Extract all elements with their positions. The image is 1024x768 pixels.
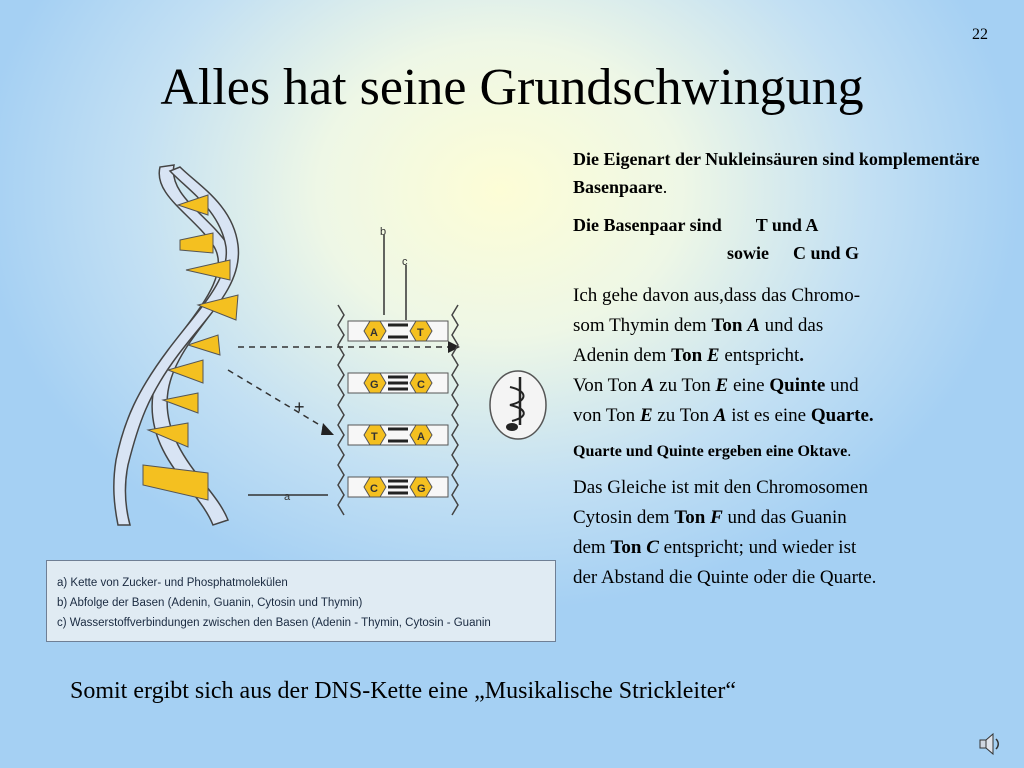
explanation-text bbox=[573, 145, 1003, 593]
p3-ton1: Ton bbox=[711, 315, 743, 336]
base-left-3: T bbox=[371, 431, 378, 443]
base-pair-3 bbox=[348, 425, 448, 445]
legend-line-a: a) Kette von Zucker- und Phosphatmolekülen bbox=[57, 577, 288, 589]
p3-t1: Ich gehe davon aus,dass das Chromo- bbox=[573, 285, 861, 306]
paragraph-base-pairs bbox=[573, 211, 1003, 267]
dna-figure bbox=[108, 155, 568, 535]
p3-t4: Adenin dem bbox=[573, 345, 672, 366]
slide-title: Alles hat seine Grundschwingung bbox=[160, 59, 864, 116]
plus-sign: + bbox=[294, 397, 305, 417]
p3-t6: Von Ton bbox=[573, 375, 642, 396]
p3-note-a3: A bbox=[713, 405, 727, 426]
p3-t3: und das bbox=[759, 315, 824, 336]
p3-ton2: Ton bbox=[671, 345, 703, 366]
conclusion-line: Somit ergibt sich aus der DNS-Kette eine „Musikalische Strickleiter“ bbox=[70, 678, 737, 704]
p3-t11: zu Ton bbox=[652, 405, 714, 426]
base-left-2: G bbox=[370, 379, 379, 391]
legend-line-c: c) Wasserstoffverbindungen zwischen den Basen (Adenin - Thymin, Cytosin - Guanin bbox=[57, 617, 491, 629]
p3-note-e3: E bbox=[639, 405, 653, 426]
figure-legend bbox=[46, 560, 556, 642]
base-right-4: G bbox=[417, 483, 426, 495]
p5-ton1: Ton bbox=[674, 507, 706, 528]
p2-line1-b: T und A bbox=[755, 215, 819, 235]
p1-end: . bbox=[662, 177, 668, 197]
base-pair-4 bbox=[348, 477, 448, 497]
p3-note-a2: A bbox=[641, 375, 655, 396]
base-right-3: A bbox=[417, 431, 425, 443]
p5-note-f: F bbox=[710, 507, 723, 528]
base-left-1: A bbox=[370, 327, 378, 339]
p3-note-a: A bbox=[747, 315, 760, 336]
p3-t9: und bbox=[825, 375, 859, 396]
p5-t3: und das Guanin bbox=[722, 507, 847, 528]
p5-t1: Das Gleiche ist mit den Chromosomen bbox=[573, 477, 868, 498]
p2-line2-b: C und G bbox=[793, 243, 860, 263]
p5-note-c: C bbox=[646, 537, 659, 558]
speaker-icon[interactable] bbox=[976, 730, 1004, 758]
base-right-2: C bbox=[417, 379, 425, 391]
p3-note-e2: E bbox=[715, 375, 729, 396]
label-c: c bbox=[402, 256, 408, 268]
music-note-emblem bbox=[490, 371, 546, 439]
p4-bold: Quarte und Quinte ergeben eine Oktave bbox=[573, 443, 848, 460]
label-a: a bbox=[284, 491, 291, 503]
p3-t5: entspricht bbox=[719, 345, 800, 366]
p5-t6: der Abstand die Quinte oder die Quarte. bbox=[573, 567, 877, 588]
base-pair-2 bbox=[348, 373, 448, 393]
arrowhead-lower bbox=[321, 423, 334, 435]
p3-t8: eine bbox=[728, 375, 770, 396]
base-pair-1 bbox=[348, 321, 448, 341]
paragraph-nucleic-acids bbox=[573, 145, 1003, 201]
p5-t2: Cytosin dem bbox=[573, 507, 675, 528]
paragraph-thymin-adenin bbox=[573, 281, 1003, 431]
p3-quinte: Quinte bbox=[769, 375, 826, 396]
p3-dot: . bbox=[799, 345, 805, 366]
p3-t10: von Ton bbox=[573, 405, 640, 426]
p3-note-e: E bbox=[706, 345, 720, 366]
base-left-4: C bbox=[370, 483, 378, 495]
legend-line-b: b) Abfolge der Basen (Adenin, Guanin, Cytosin und Thymin) bbox=[57, 597, 363, 609]
p5-t5: entspricht; und wieder ist bbox=[658, 537, 857, 558]
p4-end: . bbox=[847, 443, 852, 460]
p2-line1-a: Die Basenpaar sind bbox=[573, 215, 722, 235]
p5-t4: dem bbox=[573, 537, 611, 558]
p3-t2: som Thymin dem bbox=[573, 315, 712, 336]
label-b: b bbox=[380, 226, 387, 238]
slide-number: 22 bbox=[972, 26, 988, 43]
p5-ton2: Ton bbox=[610, 537, 642, 558]
paragraph-oktave bbox=[573, 439, 1003, 465]
p3-t12: ist es eine bbox=[726, 405, 811, 426]
paragraph-cytosin-guanin bbox=[573, 473, 1003, 593]
p1-bold: Die Eigenart der Nukleinsäuren sind komplementäre Basenpaare bbox=[573, 149, 980, 197]
p3-quarte: Quarte. bbox=[810, 405, 874, 426]
p2-line2-a: sowie bbox=[727, 243, 769, 263]
p3-t7: zu Ton bbox=[654, 375, 716, 396]
base-right-1: T bbox=[417, 327, 424, 339]
